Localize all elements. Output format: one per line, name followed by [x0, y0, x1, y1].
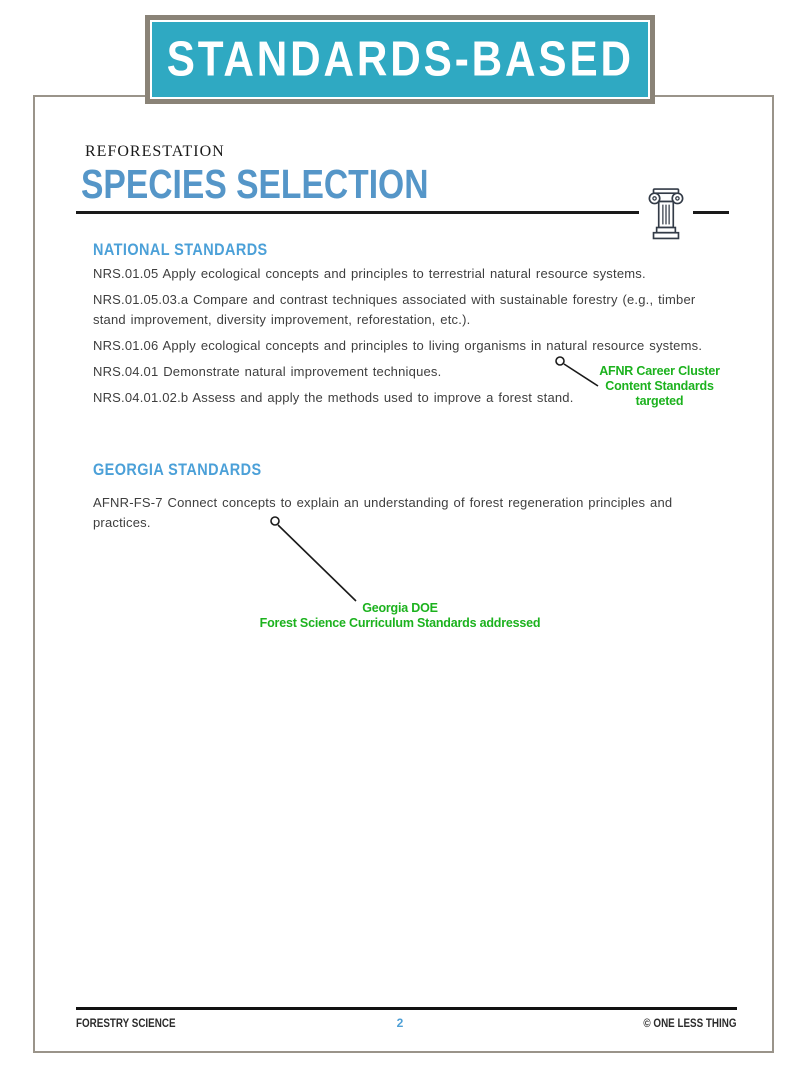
annotation-line: AFNR Career Cluster	[599, 364, 720, 378]
page-number: 2	[396, 1016, 404, 1030]
annotation-georgia-doe	[230, 601, 570, 631]
page-title: SPECIES SELECTION	[81, 161, 429, 207]
standards-banner	[145, 15, 655, 104]
annotation-line: Georgia DOE	[362, 601, 438, 615]
standard-item: AFNR-FS-7 Connect concepts to explain an understanding of forest regeneration principles and practices.	[93, 495, 673, 530]
standard-item: NRS.04.01 Demonstrate natural improvement techniques.	[93, 364, 442, 379]
annotation-line: Forest Science Curriculum Standards addressed	[259, 616, 541, 630]
standard-item: NRS.04.01.02.b Assess and apply the methods used to improve a forest stand.	[93, 390, 574, 405]
standard-item: NRS.01.06 Apply ecological concepts and principles to living organisms in natural resource systems.	[93, 338, 703, 353]
footer-course-label: FORESTRY SCIENCE	[76, 1016, 176, 1030]
unit-eyebrow: REFORESTATION	[85, 143, 225, 160]
standard-item: NRS.01.05 Apply ecological concepts and principles to terrestrial natural resource systems.	[93, 266, 646, 281]
column-icon	[639, 186, 693, 242]
section-heading-georgia: GEORGIA STANDARDS	[93, 460, 262, 479]
annotation-line: Content Standards	[605, 379, 714, 393]
standard-item: NRS.01.05.03.a Compare and contrast techniques associated with sustainable forestry (e.g., timber stand improvement, diversity improvement, reforestation, etc.).	[93, 292, 696, 327]
footer-divider	[76, 1007, 737, 1010]
standards-banner-fill	[150, 20, 650, 99]
annotation-afnr	[592, 364, 727, 409]
section-heading-national: NATIONAL STANDARDS	[93, 240, 268, 259]
title-divider	[76, 211, 729, 214]
georgia-standards-list	[93, 493, 721, 539]
footer-copyright: © ONE LESS THING	[643, 1016, 737, 1030]
annotation-line: targeted	[635, 394, 684, 408]
banner-title: STANDARDS-BASED	[166, 31, 634, 87]
